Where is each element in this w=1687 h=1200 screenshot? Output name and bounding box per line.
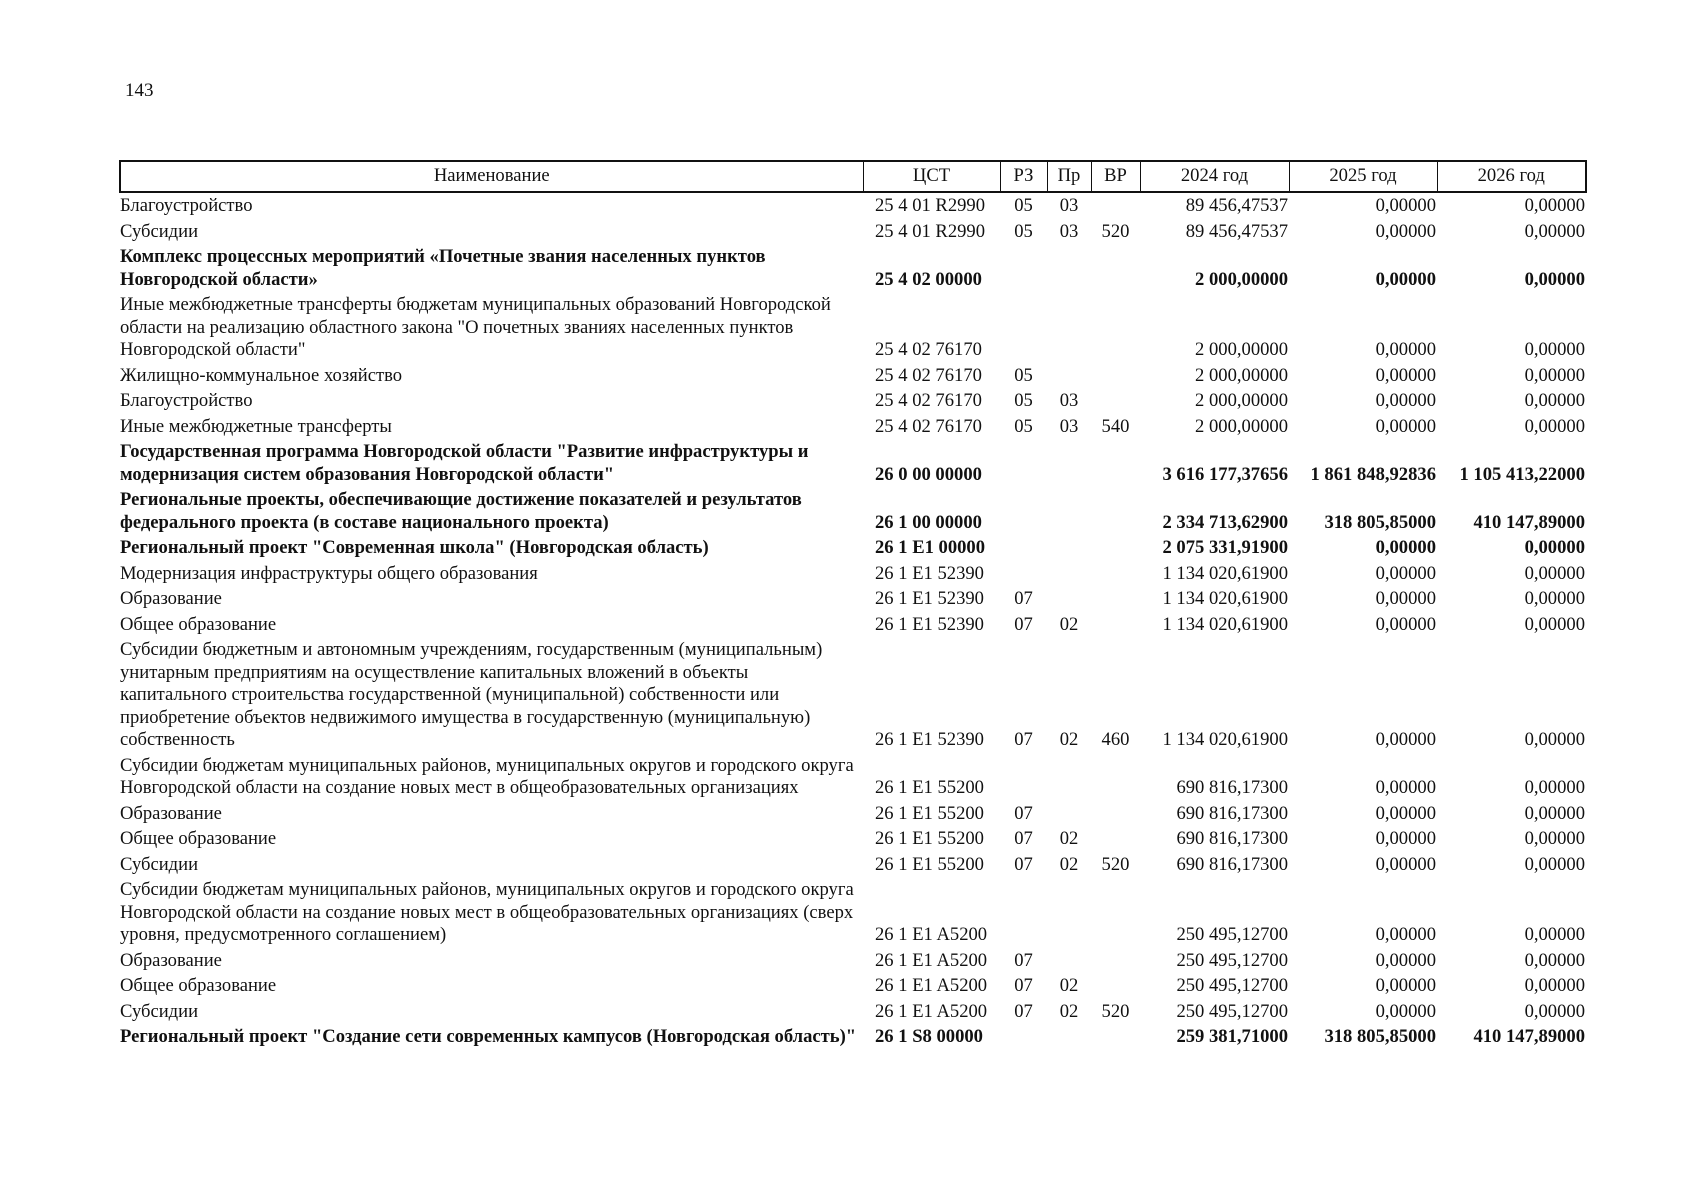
row-amount-2024: 89 456,47537 (1185, 220, 1288, 242)
row-name: Региональный проект "Создание сети современных кампусов (Новгородская область)" (120, 1026, 857, 1047)
row-rz (1000, 561, 1047, 587)
table-row (120, 999, 1586, 1025)
row-name: Благоустройство (120, 390, 253, 411)
row-amount-2026: 410 147,89000 (1473, 511, 1585, 533)
header-rz: РЗ (1000, 161, 1047, 192)
row-amount-2025: 0,00000 (1375, 1000, 1436, 1022)
table-row (120, 292, 1586, 363)
row-amount-2024: 2 334 713,62900 (1162, 511, 1288, 533)
row-rz (1000, 1024, 1047, 1050)
page-number: 143 (125, 80, 154, 101)
row-pr: 02 (1059, 729, 1079, 750)
header-name: Наименование (120, 161, 863, 192)
table-row (120, 561, 1586, 587)
row-amount-2025: 0,00000 (1375, 537, 1436, 558)
row-amount-2026: 0,00000 (1524, 268, 1585, 290)
row-amount-2024: 250 495,12700 (1176, 1000, 1288, 1022)
row-amount-2024: 690 816,17300 (1176, 777, 1288, 798)
row-rz (1000, 877, 1047, 948)
header-row (120, 161, 1586, 192)
header-2025: 2025 год (1289, 161, 1437, 192)
row-vr (1091, 586, 1140, 612)
row-name: Региональный проект "Современная школа" (Новгородская область) (120, 537, 709, 558)
row-rz: 05 (1014, 220, 1033, 242)
row-pr (1047, 948, 1091, 974)
row-rz: 05 (1014, 195, 1033, 216)
row-name: Жилищно-коммунальное хозяйство (120, 364, 403, 386)
row-rz: 07 (1014, 853, 1033, 875)
table-row (120, 637, 1586, 753)
row-pr: 03 (1059, 415, 1079, 437)
row-amount-2024: 1 134 020,61900 (1162, 588, 1288, 609)
row-cst: 26 1 E1 52390 (875, 588, 984, 609)
row-cst: 25 4 02 00000 (875, 268, 982, 290)
row-cst: 26 1 00 00000 (875, 511, 982, 533)
table-row (120, 535, 1586, 561)
table-row (120, 586, 1586, 612)
table-row (120, 487, 1586, 535)
row-amount-2025: 0,00000 (1375, 339, 1436, 360)
row-vr (1091, 192, 1140, 219)
row-amount-2026: 0,00000 (1524, 562, 1585, 584)
header-2024: 2024 год (1140, 161, 1289, 192)
row-amount-2024: 2 000,00000 (1195, 339, 1288, 360)
row-cst: 26 1 E1 00000 (875, 537, 986, 558)
row-amount-2024: 1 134 020,61900 (1162, 729, 1288, 750)
row-name: Общее образование (120, 975, 277, 996)
row-name: Общее образование (120, 828, 277, 849)
row-cst: 26 0 00 00000 (875, 463, 982, 485)
row-vr (1091, 561, 1140, 587)
row-pr (1047, 535, 1091, 561)
row-name: Субсидии (120, 220, 199, 242)
row-cst: 26 1 E1 52390 (875, 729, 984, 750)
row-pr (1047, 561, 1091, 587)
table-row (120, 388, 1586, 414)
row-amount-2024: 1 134 020,61900 (1162, 613, 1288, 635)
row-amount-2024: 690 816,17300 (1176, 802, 1288, 824)
row-vr (1091, 877, 1140, 948)
row-cst: 26 1 E1 55200 (875, 777, 984, 798)
row-rz (1000, 439, 1047, 487)
row-rz: 07 (1014, 1000, 1033, 1022)
row-vr (1091, 801, 1140, 827)
row-amount-2024: 690 816,17300 (1176, 828, 1288, 849)
row-amount-2024: 2 000,00000 (1195, 268, 1288, 290)
budget-table-container (119, 160, 1585, 1050)
row-cst: 25 4 02 76170 (875, 415, 982, 437)
row-amount-2026: 0,00000 (1524, 390, 1585, 411)
row-pr: 02 (1059, 853, 1079, 875)
row-amount-2026: 0,00000 (1524, 339, 1585, 360)
row-amount-2026: 0,00000 (1524, 729, 1585, 750)
row-name: Субсидии бюджетным и автономным учреждениям, государственным (муниципальным) унитарным предприятиям на осуществление капитальных вложений в объекты капитального строительства государственной (муниципальной) собственности или приобретение объектов недвижимого имущества в государственную (муниципальную) собственность (120, 639, 823, 750)
row-cst: 26 1 E1 A5200 (875, 975, 988, 996)
row-amount-2025: 0,00000 (1375, 588, 1436, 609)
row-pr (1047, 292, 1091, 363)
table-row (120, 244, 1586, 292)
row-cst: 26 1 E1 55200 (875, 802, 984, 824)
row-cst: 26 1 E1 A5200 (875, 949, 988, 971)
table-row (120, 877, 1586, 948)
row-amount-2025: 0,00000 (1375, 949, 1436, 971)
row-vr (1091, 439, 1140, 487)
row-rz: 05 (1014, 390, 1033, 411)
row-amount-2024: 250 495,12700 (1176, 924, 1288, 945)
row-vr (1091, 948, 1140, 974)
row-name: Государственная программа Новгородской области "Развитие инфраструктуры и модернизация систем образования Новгородской области" (120, 441, 809, 485)
row-vr (1091, 487, 1140, 535)
row-amount-2025: 0,00000 (1375, 390, 1436, 411)
header-pr: Пр (1047, 161, 1091, 192)
row-vr (1091, 292, 1140, 363)
row-name: Субсидии (120, 1000, 199, 1022)
row-pr (1047, 753, 1091, 801)
row-rz: 07 (1014, 828, 1033, 849)
row-vr (1091, 973, 1140, 999)
row-rz (1000, 753, 1047, 801)
row-pr: 03 (1059, 390, 1079, 411)
table-row (120, 439, 1586, 487)
row-name: Субсидии бюджетам муниципальных районов, муниципальных округов и городского округа Новгородской области на создание новых мест в общеобразовательных организациях (120, 754, 854, 798)
row-amount-2026: 0,00000 (1524, 975, 1585, 996)
row-cst: 26 1 E1 52390 (875, 613, 984, 635)
row-amount-2025: 0,00000 (1375, 924, 1436, 945)
row-name: Комплекс процессных мероприятий «Почетные звания населенных пунктов Новгородской области» (120, 246, 766, 290)
row-amount-2025: 0,00000 (1375, 777, 1436, 798)
row-amount-2024: 1 134 020,61900 (1162, 562, 1288, 584)
row-name: Благоустройство (120, 195, 253, 216)
table-row (120, 612, 1586, 638)
row-amount-2026: 0,00000 (1524, 853, 1585, 875)
row-amount-2026: 0,00000 (1524, 220, 1585, 242)
row-amount-2025: 0,00000 (1375, 853, 1436, 875)
row-cst: 26 1 E1 A5200 (875, 924, 988, 945)
row-amount-2026: 0,00000 (1524, 195, 1585, 216)
table-row (120, 192, 1586, 219)
row-amount-2026: 0,00000 (1524, 777, 1585, 798)
row-amount-2024: 250 495,12700 (1176, 949, 1288, 971)
row-rz (1000, 292, 1047, 363)
table-row (120, 363, 1586, 389)
row-amount-2026: 0,00000 (1524, 613, 1585, 635)
table-body (120, 192, 1586, 1050)
row-name: Образование (120, 588, 222, 609)
row-amount-2024: 2 000,00000 (1195, 415, 1288, 437)
row-amount-2025: 0,00000 (1375, 195, 1436, 216)
row-amount-2025: 0,00000 (1375, 828, 1436, 849)
row-pr: 03 (1059, 220, 1079, 242)
row-cst: 25 4 02 76170 (875, 339, 982, 360)
table-row (120, 948, 1586, 974)
row-name: Образование (120, 949, 222, 971)
row-name: Субсидии бюджетам муниципальных районов, муниципальных округов и городского округа Новгородской области на создание новых мест в общеобразовательных организациях (сверх уровня, предусмотренного соглашением) (120, 879, 854, 945)
row-vr (1091, 244, 1140, 292)
row-amount-2025: 0,00000 (1375, 562, 1436, 584)
row-amount-2026: 0,00000 (1524, 1000, 1585, 1022)
row-cst: 26 1 E1 52390 (875, 562, 984, 584)
row-amount-2024: 89 456,47537 (1185, 195, 1288, 216)
row-rz: 05 (1014, 364, 1033, 386)
row-pr: 02 (1059, 828, 1079, 849)
table-row (120, 852, 1586, 878)
row-amount-2025: 0,00000 (1375, 415, 1436, 437)
table-row (120, 414, 1586, 440)
row-amount-2025: 318 805,85000 (1324, 1026, 1436, 1047)
row-rz (1000, 244, 1047, 292)
row-vr (1091, 612, 1140, 638)
row-amount-2024: 259 381,71000 (1176, 1026, 1288, 1047)
row-name: Образование (120, 802, 222, 824)
row-cst: 26 1 E1 55200 (875, 853, 984, 875)
row-pr (1047, 487, 1091, 535)
row-amount-2026: 0,00000 (1524, 949, 1585, 971)
row-amount-2024: 2 075 331,91900 (1162, 537, 1288, 558)
budget-table (119, 160, 1587, 1050)
row-amount-2025: 318 805,85000 (1324, 511, 1436, 533)
row-name: Иные межбюджетные трансферты (120, 415, 392, 437)
row-amount-2024: 3 616 177,37656 (1162, 463, 1288, 485)
row-pr (1047, 801, 1091, 827)
table-row (120, 219, 1586, 245)
row-name: Модернизация инфраструктуры общего образования (120, 562, 538, 584)
row-pr (1047, 244, 1091, 292)
row-pr (1047, 586, 1091, 612)
row-amount-2025: 0,00000 (1375, 364, 1436, 386)
row-amount-2024: 690 816,17300 (1176, 853, 1288, 875)
row-amount-2026: 0,00000 (1524, 828, 1585, 849)
row-amount-2024: 250 495,12700 (1176, 975, 1288, 996)
row-rz: 07 (1014, 949, 1033, 971)
row-rz: 07 (1014, 729, 1033, 750)
row-amount-2026: 0,00000 (1524, 588, 1585, 609)
row-pr (1047, 877, 1091, 948)
row-pr (1047, 1024, 1091, 1050)
row-cst: 26 1 E1 55200 (875, 828, 984, 849)
row-amount-2025: 1 861 848,92836 (1310, 463, 1436, 485)
row-amount-2026: 0,00000 (1524, 415, 1585, 437)
row-rz: 07 (1014, 588, 1033, 609)
row-vr (1091, 363, 1140, 389)
row-pr: 02 (1059, 1000, 1079, 1022)
row-vr (1091, 1024, 1140, 1050)
row-vr: 540 (1101, 415, 1130, 437)
row-amount-2025: 0,00000 (1375, 802, 1436, 824)
row-name: Иные межбюджетные трансферты бюджетам муниципальных образований Новгородской области на реализацию областного закона "О почетных званиях населенных пунктов Новгородской области" (120, 294, 831, 360)
row-vr (1091, 388, 1140, 414)
row-name: Субсидии (120, 853, 199, 875)
row-vr (1091, 535, 1140, 561)
header-vr: ВР (1091, 161, 1140, 192)
row-name: Региональные проекты, обеспечивающие достижение показателей и результатов федерального проекта (в составе национального проекта) (120, 489, 802, 533)
row-rz: 07 (1014, 975, 1033, 996)
table-row (120, 801, 1586, 827)
row-vr (1091, 753, 1140, 801)
row-pr: 02 (1059, 975, 1079, 996)
row-cst: 25 4 01 R2990 (875, 220, 986, 242)
row-pr (1047, 363, 1091, 389)
row-rz: 07 (1014, 613, 1033, 635)
row-amount-2025: 0,00000 (1375, 975, 1436, 996)
row-cst: 25 4 02 76170 (875, 390, 982, 411)
header-cst: ЦСТ (863, 161, 1000, 192)
row-rz (1000, 535, 1047, 561)
table-row (120, 826, 1586, 852)
row-vr (1091, 826, 1140, 852)
row-amount-2024: 2 000,00000 (1195, 364, 1288, 386)
row-amount-2025: 0,00000 (1375, 220, 1436, 242)
row-vr: 460 (1101, 729, 1130, 750)
row-amount-2025: 0,00000 (1375, 729, 1436, 750)
row-amount-2026: 0,00000 (1524, 537, 1585, 558)
row-amount-2026: 1 105 413,22000 (1459, 463, 1585, 485)
row-vr: 520 (1101, 853, 1130, 875)
row-pr (1047, 439, 1091, 487)
row-pr: 02 (1059, 613, 1079, 635)
table-row (120, 1024, 1586, 1050)
row-cst: 26 1 E1 A5200 (875, 1000, 988, 1022)
row-vr: 520 (1101, 1000, 1130, 1022)
row-name: Общее образование (120, 613, 277, 635)
row-amount-2026: 0,00000 (1524, 364, 1585, 386)
row-cst: 25 4 01 R2990 (875, 195, 986, 216)
row-rz: 05 (1014, 415, 1033, 437)
row-cst: 26 1 S8 00000 (875, 1026, 983, 1047)
row-amount-2026: 410 147,89000 (1473, 1026, 1585, 1047)
row-rz: 07 (1014, 802, 1033, 824)
row-amount-2026: 0,00000 (1524, 924, 1585, 945)
table-row (120, 973, 1586, 999)
row-vr: 520 (1101, 220, 1130, 242)
row-amount-2025: 0,00000 (1375, 268, 1436, 290)
row-amount-2025: 0,00000 (1375, 613, 1436, 635)
row-pr: 03 (1059, 195, 1079, 216)
row-cst: 25 4 02 76170 (875, 364, 982, 386)
row-amount-2026: 0,00000 (1524, 802, 1585, 824)
row-amount-2024: 2 000,00000 (1195, 390, 1288, 411)
table-header (120, 161, 1586, 192)
header-2026: 2026 год (1437, 161, 1586, 192)
row-rz (1000, 487, 1047, 535)
table-row (120, 753, 1586, 801)
